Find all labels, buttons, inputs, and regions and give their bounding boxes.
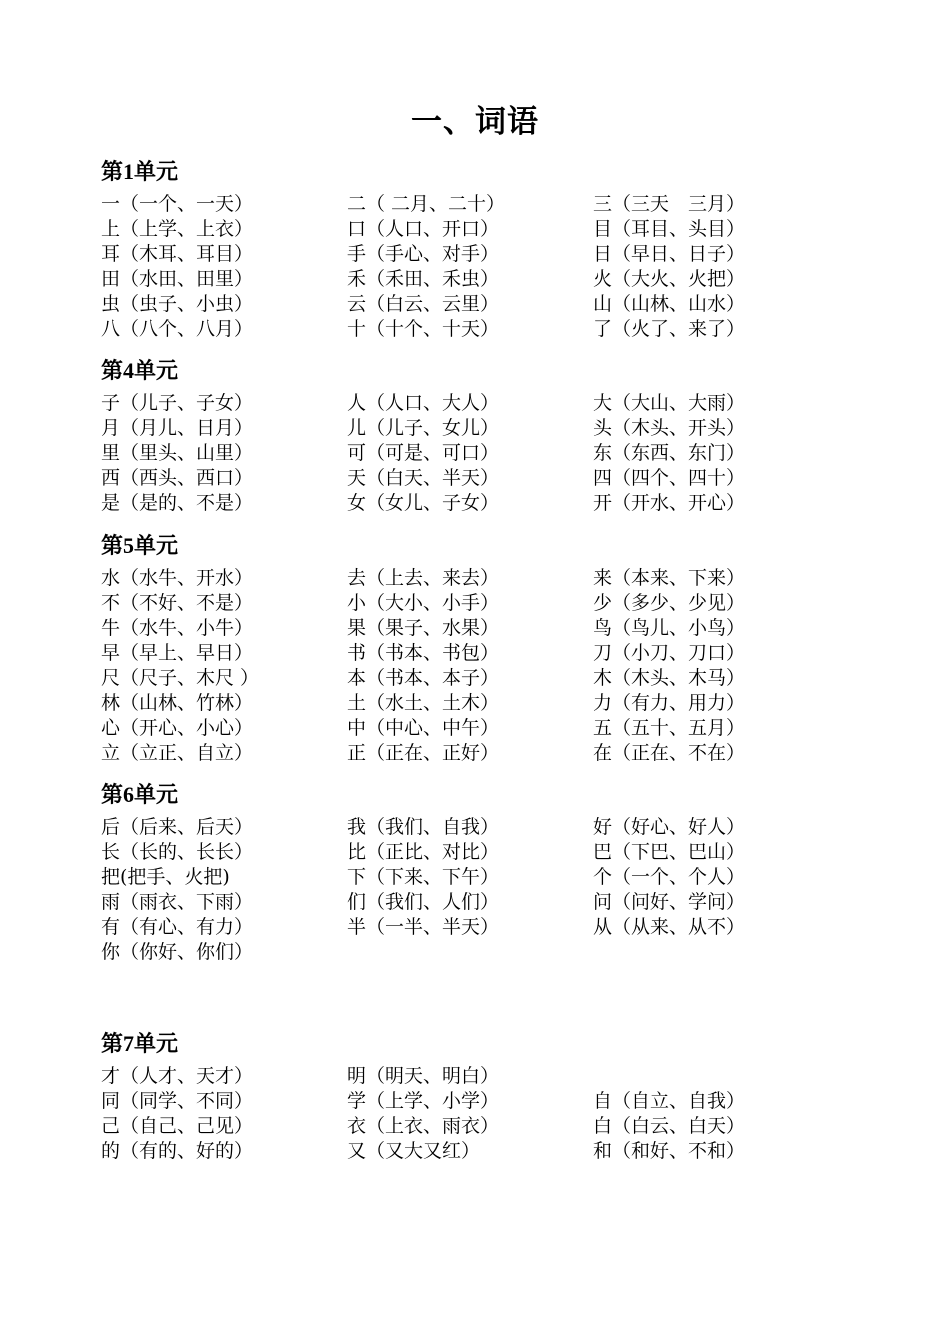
unit-heading bbox=[101, 156, 821, 188]
word-list bbox=[101, 192, 821, 342]
word-entry: 心（开心、小心） bbox=[101, 717, 254, 739]
unit-heading bbox=[101, 355, 821, 387]
word-row bbox=[101, 317, 821, 342]
word-entry: 中（中心、中午） bbox=[347, 717, 500, 739]
word-row bbox=[101, 641, 821, 666]
unit-section bbox=[101, 779, 821, 965]
word-entry: 天（白天、半天） bbox=[347, 467, 500, 489]
word-entry: 一（一个、一天） bbox=[101, 193, 254, 215]
word-entry: 不（不好、不是） bbox=[101, 592, 254, 614]
unit-heading-prefix: 第 bbox=[101, 160, 124, 185]
word-entry: 小（大小、小手） bbox=[347, 592, 500, 614]
word-entry: 后（后来、后天） bbox=[101, 816, 254, 838]
unit-heading-num: 1 bbox=[123, 159, 135, 184]
word-entry: 立（立正、自立） bbox=[101, 742, 254, 764]
word-row bbox=[101, 217, 821, 242]
word-entry: 二（ 二月、二十） bbox=[347, 193, 506, 215]
word-row bbox=[101, 915, 821, 940]
word-entry: 女（女儿、子女） bbox=[347, 492, 500, 514]
word-entry: 大（大山、大雨） bbox=[593, 392, 746, 414]
word-row bbox=[101, 1139, 821, 1164]
unit-heading-prefix: 第 bbox=[101, 783, 124, 808]
word-entry: 西（西头、西口） bbox=[101, 467, 254, 489]
word-entry: 开（开水、开心） bbox=[593, 492, 746, 514]
word-entry: 力（有力、用力） bbox=[593, 692, 746, 714]
word-entry: 个（一个、个人） bbox=[593, 866, 746, 888]
word-entry: 东（东西、东门） bbox=[593, 442, 746, 464]
word-entry: 山（山林、山水） bbox=[593, 293, 746, 315]
word-entry: 三（三天 三月） bbox=[593, 193, 746, 215]
word-entry: 我（我们、自我） bbox=[347, 816, 500, 838]
word-entry: 在（正在、不在） bbox=[593, 742, 746, 764]
word-entry: 巴（下巴、巴山） bbox=[593, 841, 746, 863]
unit-heading bbox=[101, 1028, 821, 1060]
word-entry: 尺（尺子、木尺 ） bbox=[101, 667, 260, 689]
word-row bbox=[101, 1089, 821, 1114]
word-entry: 书（书本、书包） bbox=[347, 642, 500, 664]
word-entry: 自（自立、自我） bbox=[593, 1090, 746, 1112]
word-row bbox=[101, 267, 821, 292]
word-entry: 水（水牛、开水） bbox=[101, 567, 254, 589]
word-entry: 把(把手、火把) bbox=[101, 866, 230, 888]
word-entry: 可（可是、可口） bbox=[347, 442, 500, 464]
word-entry: 五（五十、五月） bbox=[593, 717, 746, 739]
unit-heading-suffix: 单元 bbox=[134, 783, 179, 808]
word-entry: 人（人口、大人） bbox=[347, 392, 500, 414]
word-entry: 你（你好、你们） bbox=[101, 941, 254, 963]
word-entry: 子（儿子、子女） bbox=[101, 392, 254, 414]
unit-heading-num: 4 bbox=[123, 358, 135, 383]
word-entry: 同（同学、不同） bbox=[101, 1090, 254, 1112]
word-entry: 本（书本、本子） bbox=[347, 667, 500, 689]
word-entry: 目（耳目、头目） bbox=[593, 218, 746, 240]
word-entry: 学（上学、小学） bbox=[347, 1090, 500, 1112]
word-entry: 正（正在、正好） bbox=[347, 742, 500, 764]
unit-heading-num: 5 bbox=[123, 533, 135, 558]
word-entry: 有（有心、有力） bbox=[101, 916, 254, 938]
word-entry: 头（木头、开头） bbox=[593, 417, 746, 439]
unit-heading-num: 7 bbox=[123, 1031, 135, 1056]
unit-heading-num: 6 bbox=[123, 782, 135, 807]
word-row bbox=[101, 466, 821, 491]
unit-heading bbox=[101, 530, 821, 562]
word-list bbox=[101, 815, 821, 965]
page-title: 一、词语 bbox=[411, 104, 539, 140]
word-row bbox=[101, 666, 821, 691]
word-entry: 木（木头、木马） bbox=[593, 667, 746, 689]
word-entry: 牛（水牛、小牛） bbox=[101, 617, 254, 639]
word-entry: 十（十个、十天） bbox=[347, 318, 500, 340]
unit-heading-prefix: 第 bbox=[101, 1032, 124, 1057]
word-entry: 少（多少、少见） bbox=[593, 592, 746, 614]
unit-heading-suffix: 单元 bbox=[134, 1032, 179, 1057]
word-row bbox=[101, 1064, 821, 1089]
word-row bbox=[101, 416, 821, 441]
word-list bbox=[101, 566, 821, 766]
word-entry: 儿（儿子、女儿） bbox=[347, 417, 500, 439]
word-row bbox=[101, 591, 821, 616]
word-entry: 刀（小刀、刀口） bbox=[593, 642, 746, 664]
word-entry: 比（正比、对比） bbox=[347, 841, 500, 863]
word-entry: 的（有的、好的） bbox=[101, 1140, 254, 1162]
word-entry: 早（早上、早日） bbox=[101, 642, 254, 664]
word-entry: 衣（上衣、雨衣） bbox=[347, 1115, 500, 1137]
unit-heading-suffix: 单元 bbox=[134, 534, 179, 559]
word-entry: 又（又大又红） bbox=[347, 1140, 481, 1162]
word-entry: 月（月儿、日月） bbox=[101, 417, 254, 439]
word-entry: 云（白云、云里） bbox=[347, 293, 500, 315]
word-entry: 土（水土、土木） bbox=[347, 692, 500, 714]
word-row bbox=[101, 865, 821, 890]
word-entry: 己（自己、己见） bbox=[101, 1115, 254, 1137]
word-entry: 日（早日、日子） bbox=[593, 243, 746, 265]
word-entry: 问（问好、学问） bbox=[593, 891, 746, 913]
word-row bbox=[101, 815, 821, 840]
word-entry: 八（八个、八月） bbox=[101, 318, 254, 340]
unit-heading-suffix: 单元 bbox=[134, 359, 179, 384]
word-row bbox=[101, 616, 821, 641]
unit-section bbox=[101, 530, 821, 766]
word-entry: 林（山林、竹林） bbox=[101, 692, 254, 714]
unit-section bbox=[101, 355, 821, 516]
word-entry: 和（和好、不和） bbox=[593, 1140, 746, 1162]
word-entry: 鸟（鸟儿、小鸟） bbox=[593, 617, 746, 639]
word-entry: 半（一半、半天） bbox=[347, 916, 500, 938]
word-entry: 是（是的、不是） bbox=[101, 492, 254, 514]
unit-heading bbox=[101, 779, 821, 811]
word-entry: 去（上去、来去） bbox=[347, 567, 500, 589]
word-entry: 虫（虫子、小虫） bbox=[101, 293, 254, 315]
word-row bbox=[101, 1114, 821, 1139]
word-entry: 果（果子、水果） bbox=[347, 617, 500, 639]
unit-section bbox=[101, 156, 821, 342]
unit-heading-prefix: 第 bbox=[101, 534, 124, 559]
word-entry: 四（四个、四十） bbox=[593, 467, 746, 489]
word-entry: 了（火了、来了） bbox=[593, 318, 746, 340]
word-row bbox=[101, 890, 821, 915]
word-entry: 明（明天、明白） bbox=[347, 1065, 500, 1087]
word-list bbox=[101, 391, 821, 516]
word-row bbox=[101, 691, 821, 716]
word-entry: 火（大火、火把） bbox=[593, 268, 746, 290]
word-entry: 长（长的、长长） bbox=[101, 841, 254, 863]
unit-heading-suffix: 单元 bbox=[134, 160, 179, 185]
word-entry: 来（本来、下来） bbox=[593, 567, 746, 589]
unit-heading-prefix: 第 bbox=[101, 359, 124, 384]
word-row bbox=[101, 242, 821, 267]
word-row bbox=[101, 741, 821, 766]
word-list bbox=[101, 1064, 821, 1164]
word-row bbox=[101, 716, 821, 741]
word-row bbox=[101, 441, 821, 466]
word-entry: 里（里头、山里） bbox=[101, 442, 254, 464]
word-entry: 下（下来、下午） bbox=[347, 866, 500, 888]
word-entry: 雨（雨衣、下雨） bbox=[101, 891, 254, 913]
word-entry: 白（白云、白天） bbox=[593, 1115, 746, 1137]
word-row bbox=[101, 292, 821, 317]
word-entry: 口（人口、开口） bbox=[347, 218, 500, 240]
word-row bbox=[101, 192, 821, 217]
word-entry: 上（上学、上衣） bbox=[101, 218, 254, 240]
word-row bbox=[101, 391, 821, 416]
word-entry: 好（好心、好人） bbox=[593, 816, 746, 838]
word-row bbox=[101, 491, 821, 516]
word-row bbox=[101, 566, 821, 591]
word-entry: 田（水田、田里） bbox=[101, 268, 254, 290]
word-entry: 从（从来、从不） bbox=[593, 916, 746, 938]
word-entry: 手（手心、对手） bbox=[347, 243, 500, 265]
word-entry: 耳（木耳、耳目） bbox=[101, 243, 254, 265]
word-row bbox=[101, 940, 821, 965]
word-entry: 们（我们、人们） bbox=[347, 891, 500, 913]
unit-section bbox=[101, 1028, 821, 1164]
word-entry: 禾（禾田、禾虫） bbox=[347, 268, 500, 290]
word-row bbox=[101, 840, 821, 865]
word-entry: 才（人才、天才） bbox=[101, 1065, 254, 1087]
